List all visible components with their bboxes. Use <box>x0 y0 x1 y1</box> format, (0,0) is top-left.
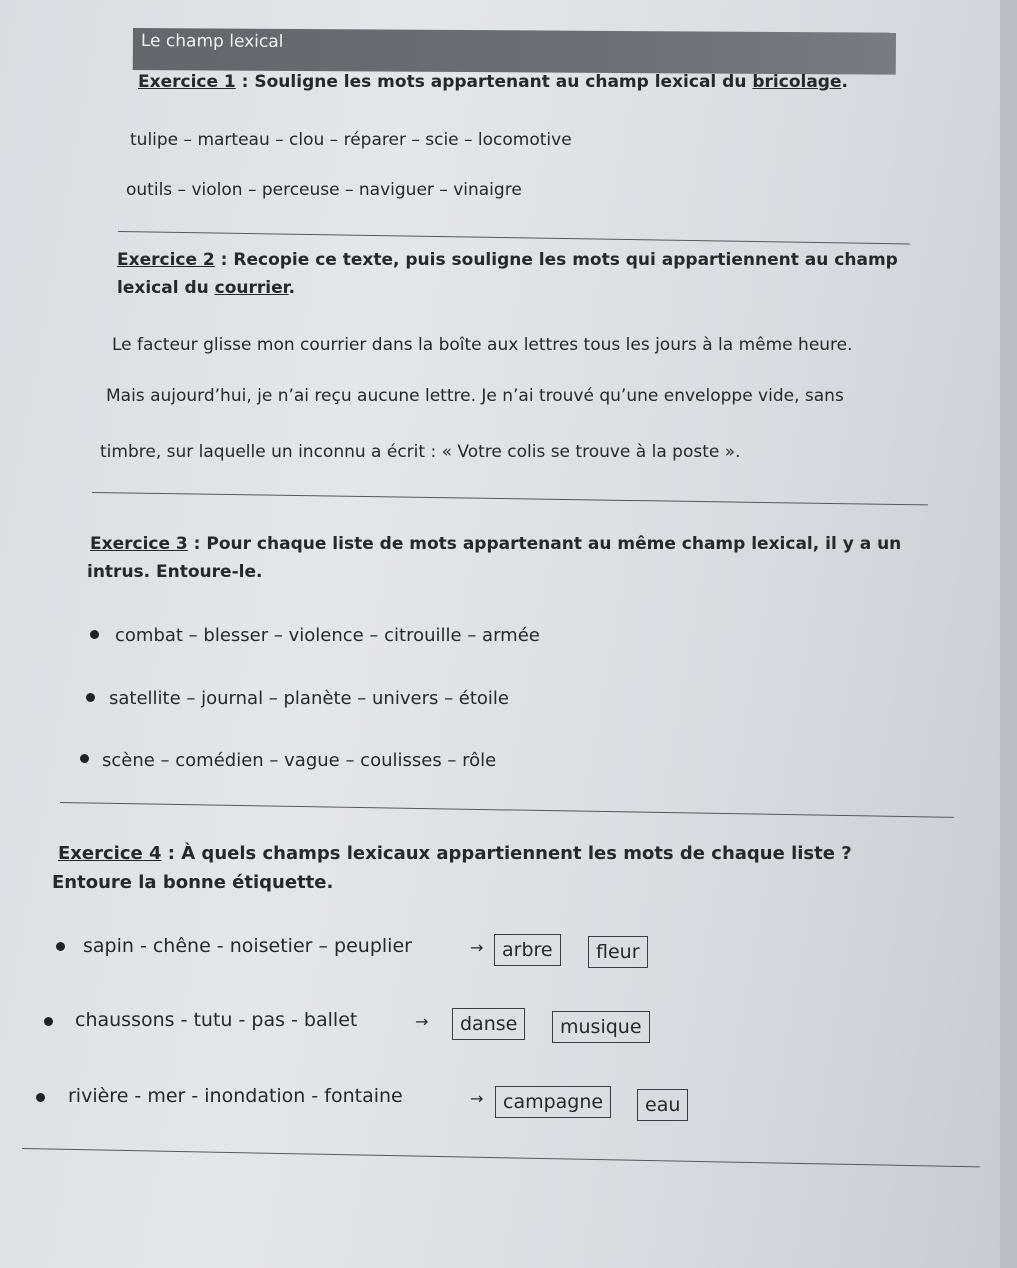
exercise-3-list-item: satellite – journal – planète – univers – étoile <box>109 688 510 709</box>
exercise-2-instruction-line-2 <box>117 278 295 298</box>
bullet <box>56 942 65 951</box>
page-title: Le champ lexical <box>140 31 284 52</box>
exercise-2-instruction-line-1 <box>117 250 898 270</box>
exercise-2-text-line-3: timbre, sur laquelle un inconnu a écrit : « Votre colis se trouve à la poste ». <box>100 442 741 462</box>
exercise-4-label: Exercice 4 <box>58 843 162 864</box>
exercise-4-word-list: rivière - mer - inondation - fontaine <box>68 1085 403 1107</box>
exercise-3-instruction-line-1 <box>90 534 901 554</box>
exercise-1-end: . <box>841 72 848 92</box>
exercise-2-keyword: courrier <box>214 278 289 298</box>
arrow-icon: → <box>470 1089 484 1108</box>
exercise-2-text-line-2: Mais aujourd’hui, je n’ai reçu aucune lettre. Je n’ai trouvé qu’une enveloppe vide, sans <box>106 386 844 406</box>
exercise-4-word-list: sapin - chêne - noisetier – peuplier <box>83 935 412 957</box>
exercise-4-text: : À quels champs lexicaux appartiennent les mots de chaque liste ? <box>161 843 852 864</box>
exercise-3-label: Exercice 3 <box>90 534 188 554</box>
exercise-1-instruction <box>138 72 848 92</box>
exercise-1-keyword: bricolage <box>752 72 842 92</box>
arrow-icon: → <box>470 938 484 957</box>
exercise-2-text-2: lexical du <box>117 278 215 298</box>
bullet <box>36 1093 45 1102</box>
page-edge <box>1000 0 1017 1268</box>
label-tag-arbre[interactable]: arbre <box>494 934 561 966</box>
exercise-4-instruction-line-2: Entoure la bonne étiquette. <box>52 872 334 893</box>
exercise-1-text: : Souligne les mots appartenant au champ lexical du <box>235 72 753 92</box>
bullet <box>80 754 89 763</box>
exercise-1-word-list-2: outils – violon – perceuse – naviguer – vinaigre <box>126 180 522 200</box>
bullet <box>44 1017 53 1026</box>
exercise-3-instruction-line-2: intrus. Entoure-le. <box>87 562 263 582</box>
label-tag-eau[interactable]: eau <box>637 1089 688 1121</box>
exercise-3-list-item: combat – blesser – violence – citrouille – armée <box>115 625 540 646</box>
bullet <box>90 630 99 639</box>
arrow-icon: → <box>415 1012 429 1031</box>
exercise-3-list-item: scène – comédien – vague – coulisses – rôle <box>102 750 497 771</box>
title-banner <box>133 28 896 75</box>
label-tag-musique[interactable]: musique <box>552 1011 650 1043</box>
exercise-1-word-list-1: tulipe – marteau – clou – réparer – scie – locomotive <box>130 130 572 150</box>
label-tag-danse[interactable]: danse <box>452 1008 525 1040</box>
exercise-2-end: . <box>288 278 296 298</box>
exercise-1-label: Exercice 1 <box>138 72 236 92</box>
label-tag-campagne[interactable]: campagne <box>495 1086 611 1118</box>
label-tag-fleur[interactable]: fleur <box>588 936 648 968</box>
exercise-2-text: : Recopie ce texte, puis souligne les mots qui appartiennent au champ <box>214 250 898 270</box>
exercise-2-label: Exercice 2 <box>117 250 215 270</box>
exercise-4-instruction-line-1 <box>58 843 852 864</box>
exercise-3-text: : Pour chaque liste de mots appartenant au même champ lexical, il y a un <box>187 534 902 554</box>
exercise-4-word-list: chaussons - tutu - pas - ballet <box>75 1009 358 1031</box>
bullet <box>86 693 95 702</box>
exercise-2-text-line-1: Le facteur glisse mon courrier dans la boîte aux lettres tous les jours à la même heure. <box>112 335 853 355</box>
